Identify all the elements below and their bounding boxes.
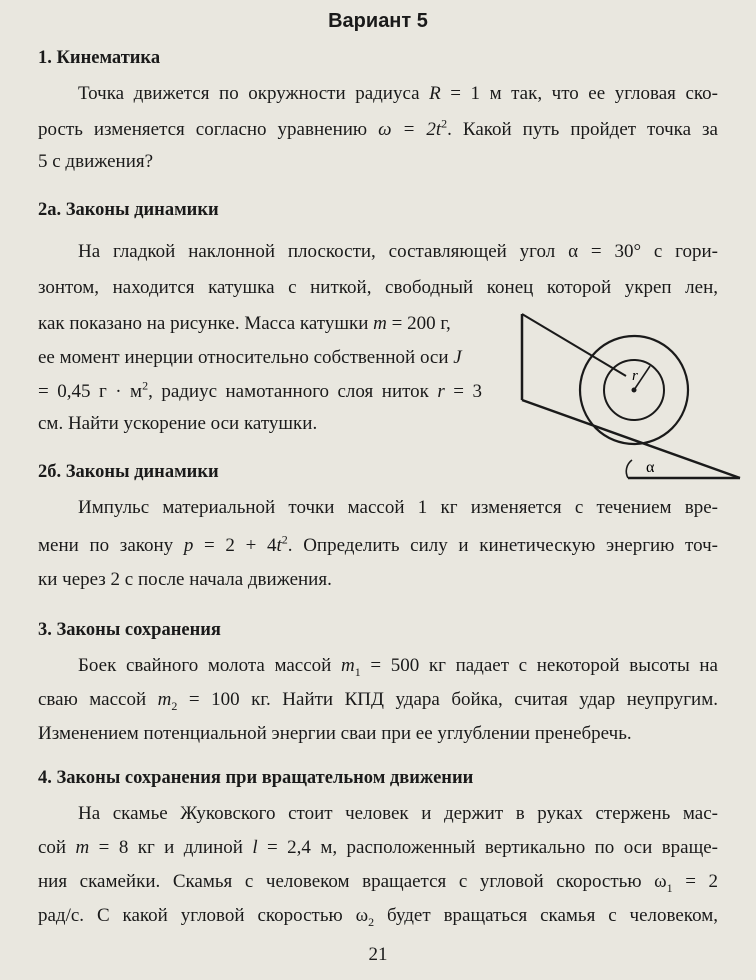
spool-on-incline-figure xyxy=(496,300,746,500)
incline-line xyxy=(522,400,740,478)
thread-line xyxy=(522,314,626,376)
s2a-line-1: На гладкой наклонной плоскости, составляющей угол α = 30° с гори- xyxy=(78,241,718,262)
angle-label: α xyxy=(646,459,655,476)
s1-line-3: 5 с движения? xyxy=(38,151,154,172)
s2b-line-2: мени по закону $p = 2 + 4t^2$. Определить силу и кинетическую энергию точ- xyxy=(38,532,718,556)
s4-line-2: сой m = 8 кг и длиной l = 2,4 м, расположенный вертикально по оси враще- xyxy=(38,837,718,858)
section-1-heading: 1. Кинематика xyxy=(38,48,161,68)
s4-line-1: На скамье Жуковского стоит человек и держит в руках стержень мас- xyxy=(78,803,718,824)
s2a-line-6: см. Найти ускорение оси катушки. xyxy=(38,413,318,434)
s2a-line-4: ее момент инерции относительно собственной оси J xyxy=(38,347,462,368)
s3-line-2: сваю массой $m_2 = 100$ кг. Найти КПД удара бойка, считая удар неупругим. xyxy=(38,689,718,713)
s3-line-3: Изменением потенциальной энергии сваи при ее углублении пренебречь. xyxy=(38,723,632,744)
s2b-line-3: ки через 2 с после начала движения. xyxy=(38,569,332,590)
s2a-line-3: как показано на рисунке. Масса катушки m = 200 г, xyxy=(38,313,451,334)
page-number: 21 xyxy=(368,944,388,965)
section-2b-heading: 2б. Законы динамики xyxy=(38,462,219,482)
s2b-line-1: Импульс материальной точки массой 1 кг изменяется с течением вре- xyxy=(78,497,718,518)
page-title: Вариант 5 xyxy=(328,10,428,32)
s4-line-4: рад/с. С какой угловой скоростью $\omega_2$ будет вращаться скамья с человеком, xyxy=(38,905,718,929)
section-3-heading: 3. Законы сохранения xyxy=(38,620,221,640)
s3-line-1: Боек свайного молота массой $m_1 = 500$ кг падает с некоторой высоты на xyxy=(78,655,718,679)
s2a-line-5: = 0,45 $г \cdot м^2$, радиус намотанного слоя ниток r = 3 xyxy=(38,378,482,402)
s4-line-3: ния скамейки. Скамья с человеком вращается с угловой скоростью $\omega_1 = 2$ xyxy=(38,871,718,895)
radius-label: r xyxy=(632,368,638,384)
s1-line-1: Точка движется по окружности радиуса R = 1 м так, что ее угловая ско- xyxy=(78,83,718,104)
section-4-heading: 4. Законы сохранения при вращательном движении xyxy=(38,768,474,788)
s2a-line-2: зонтом, находится катушка с ниткой, свободный конец которой укреп лен, xyxy=(38,277,718,298)
s1-line-2: рость изменяется согласно уравнению $\omega = 2t^2$. Какой путь пройдет точка за xyxy=(38,116,718,140)
section-2a-heading: 2а. Законы динамики xyxy=(38,200,219,220)
angle-arc xyxy=(626,460,632,478)
